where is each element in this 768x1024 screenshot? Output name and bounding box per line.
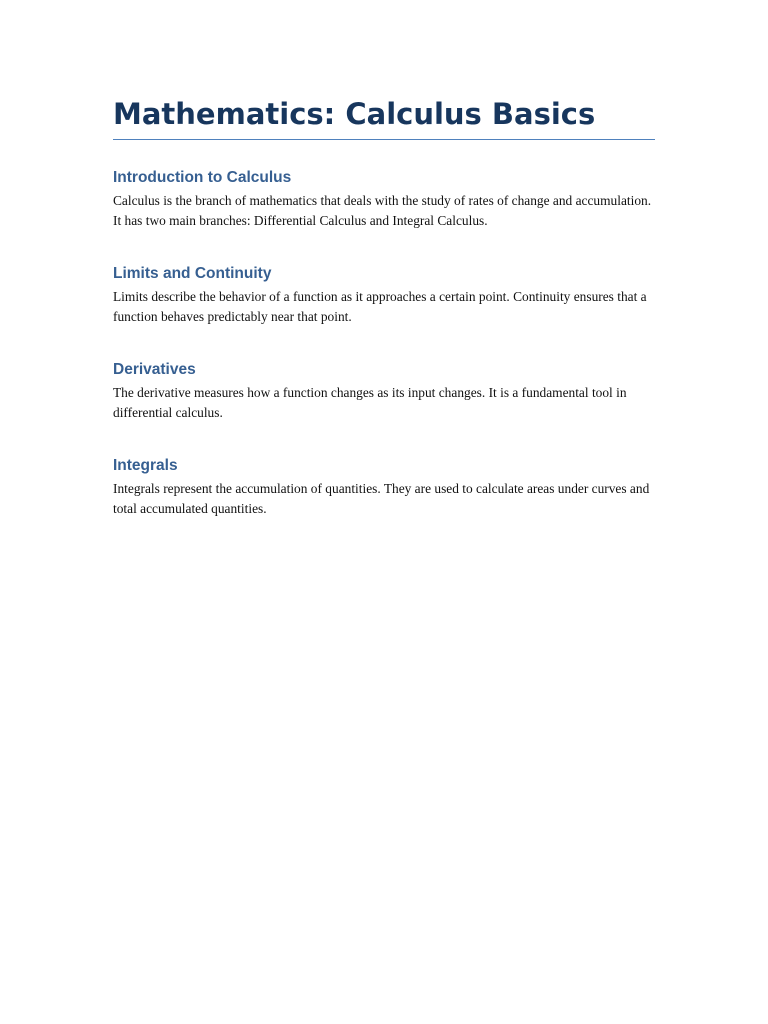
section-paragraph: The derivative measures how a function changes as its input changes. It is a fundamental tool in differential calculus. bbox=[113, 385, 627, 420]
section-integrals bbox=[113, 456, 655, 518]
section-heading: Derivatives bbox=[113, 361, 196, 378]
section-paragraph: Limits describe the behavior of a function as it approaches a certain point. Continuity ensures that a function behaves predictably near that point. bbox=[113, 289, 647, 324]
section-derivatives bbox=[113, 360, 655, 422]
document-title: Mathematics: Calculus Basics bbox=[113, 94, 655, 140]
document-content bbox=[113, 94, 655, 518]
section-heading: Introduction to Calculus bbox=[113, 169, 292, 186]
section-introduction-to-calculus bbox=[113, 168, 655, 230]
section-heading: Limits and Continuity bbox=[113, 265, 272, 282]
section-heading: Integrals bbox=[113, 457, 178, 474]
section-paragraph: Calculus is the branch of mathematics that deals with the study of rates of change and accumulation. It has two main branches: Differential Calculus and Integral Calculus. bbox=[113, 193, 652, 228]
section-paragraph: Integrals represent the accumulation of quantities. They are used to calculate areas under curves and total accumulated quantities. bbox=[113, 481, 650, 516]
section-limits-and-continuity bbox=[113, 264, 655, 326]
